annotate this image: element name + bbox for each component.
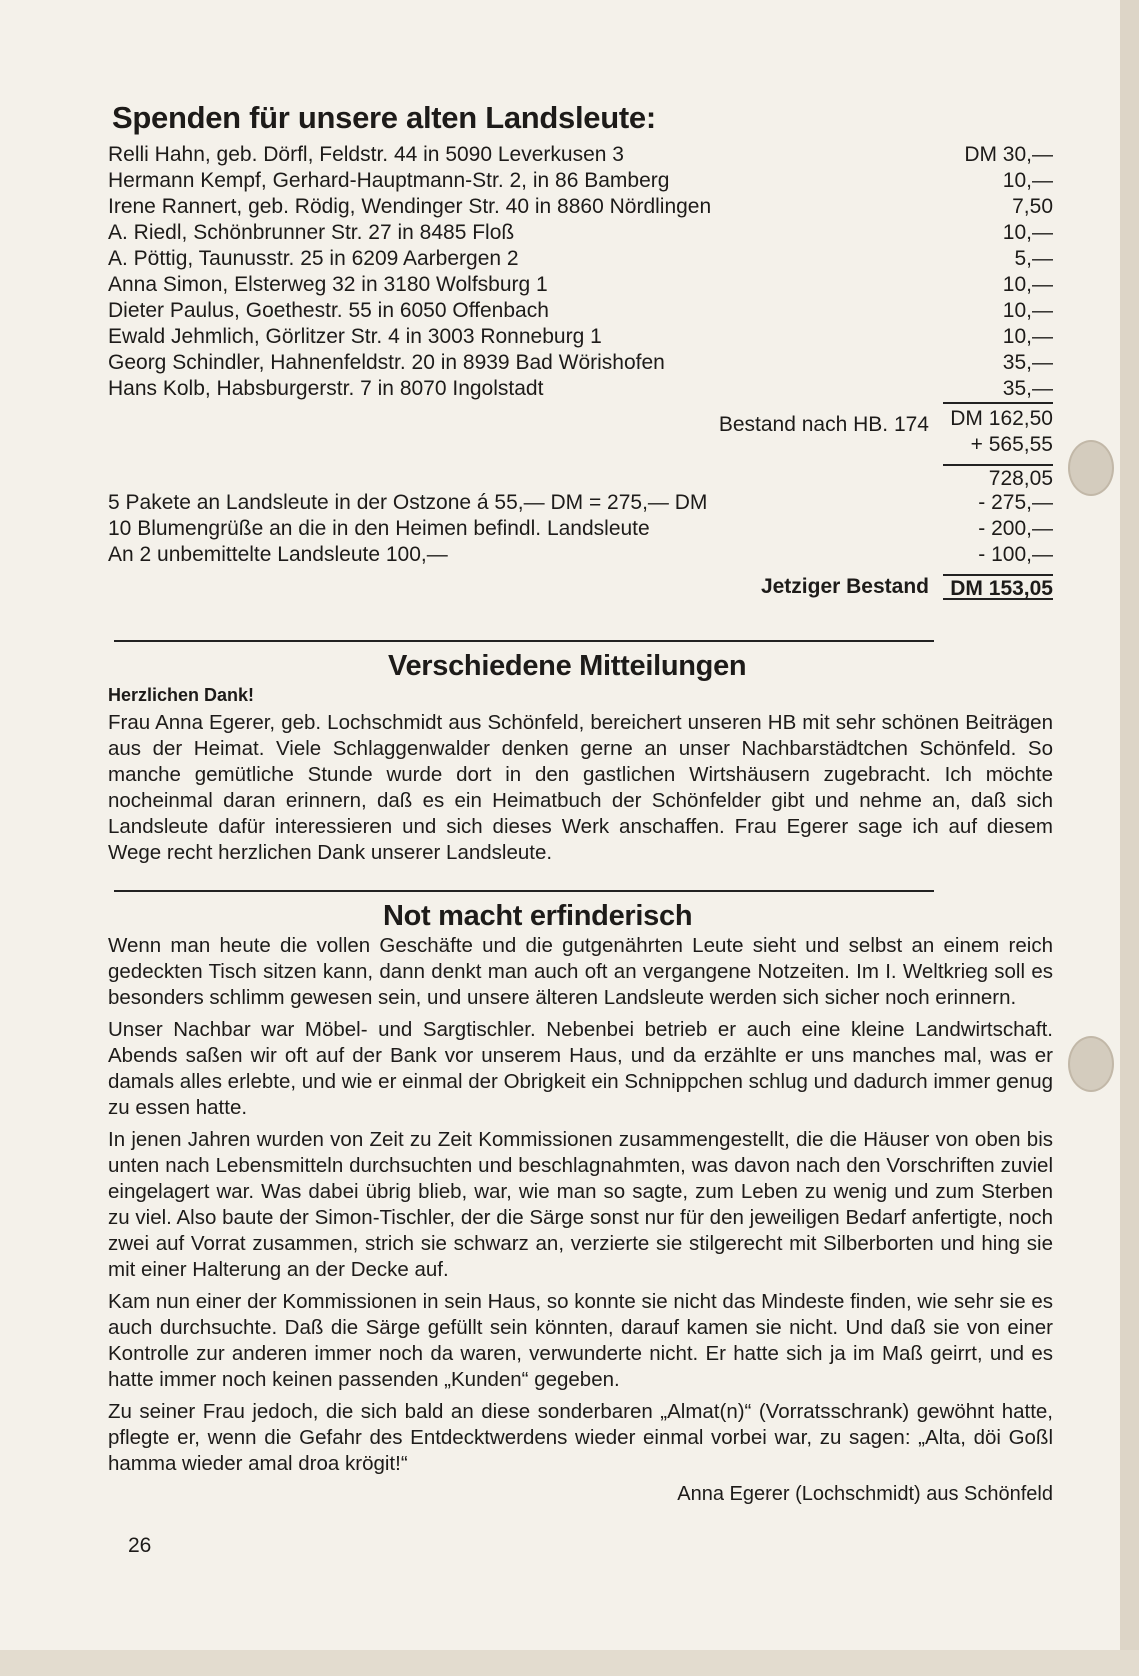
donation-row [108, 142, 1053, 168]
story-paragraph: In jenen Jahren wurden von Zeit zu Zeit Kommissionen zusammengestellt, die die Häuser von oben bis unten nach Lebensmitteln durchsuchten und beschlagnahmten, was davon nach den Vorschriften zuviel eingelagert war. Was dabei übrig blieb, war, wie man so sagte, zum Leben zu wenig und zum Sterben zu viel. Also baute der Simon-Tischler, der die Särge sonst nur für den jeweiligen Bedarf anfertigte, noch zwei auf Vorrat zusammen, strich sie schwarz an, verzierte sie stilgerecht mit Silberborten und hing sie mit einer Halterung an der Decke auf. [108, 1128, 1053, 1281]
donor-text: Ewald Jehmlich, Görlitzer Str. 4 in 3003 Ronneburg 1 [108, 325, 602, 348]
donation-amount: 10,— [1002, 299, 1053, 322]
binding-edge [1120, 0, 1139, 1676]
thanks-subheading: Herzlichen Dank! [108, 685, 255, 705]
story-paragraph: Unser Nachbar war Möbel- und Sargtischler. Nebenbei betrieb er auch eine kleine Landwirtschaft. Abends saßen wir oft auf der Bank vor unserem Haus, und da erzählte er uns manches mal, was er damals alles erlebte, und wie er einmal der Obrigkeit ein Schnippchen schlug und dadurch immer genug zu essen hatte. [108, 1018, 1053, 1119]
donation-amount: 10,— [1002, 273, 1053, 296]
story-paragraph: Wenn man heute die vollen Geschäfte und die gutgenährten Leute sieht und selbst an einem reich gedeckten Tisch sitzen kann, dann denkt man auch oft an vergangene Notzeiten. Im I. Weltkrieg soll es besonders schlimm gewesen sein, und unsere älteren Landsleute werden sich sicher noch erinnern. [108, 934, 1053, 1009]
donation-row [108, 220, 1053, 246]
donation-amount: 35,— [1002, 377, 1053, 400]
story-paragraph: Zu seiner Frau jedoch, die sich bald an diese sonderbaren „Almat(n)“ (Vorratsschrank) gewöhnt hatte, pflegte er, wenn die Gefahr des Entdecktwerdens wieder einmal vorbei war, zu sagen: „Alta, döi Goßl hamma wieder amal droa krögit!“ [108, 1400, 1053, 1475]
donor-text: A. Pöttig, Taunusstr. 25 in 6209 Aarbergen 2 [108, 247, 519, 270]
expense-row [108, 490, 1053, 516]
punch-hole-upper [1068, 440, 1114, 496]
donation-amount: 10,— [1002, 221, 1053, 244]
donation-amount: 7,50 [1012, 195, 1053, 218]
donor-text: Relli Hahn, geb. Dörfl, Feldstr. 44 in 5090 Leverkusen 3 [108, 143, 624, 166]
subtotal-row [108, 402, 1053, 436]
sum-amount: 728,05 [943, 464, 1053, 490]
subtotal-amount: DM 162,50 [943, 402, 1053, 432]
author-signature: Anna Egerer (Lochschmidt) aus Schönfeld [677, 1483, 1053, 1505]
donor-text: Irene Rannert, geb. Rödig, Wendinger Str. 40 in 8860 Nördlingen [108, 195, 712, 218]
page-content [108, 100, 1053, 1506]
donor-text: Hermann Kempf, Gerhard-Hauptmann-Str. 2, in 86 Bamberg [108, 169, 670, 192]
donation-row [108, 272, 1053, 298]
donation-row [108, 298, 1053, 324]
donation-amount: 10,— [1002, 169, 1053, 192]
donor-text: Anna Simon, Elsterweg 32 in 3180 Wolfsburg 1 [108, 273, 548, 296]
donor-text: Dieter Paulus, Goethestr. 55 in 6050 Offenbach [108, 299, 549, 322]
page-number: 26 [128, 1534, 152, 1557]
final-balance-label: Jetziger Bestand [760, 575, 929, 598]
donation-row [108, 168, 1053, 194]
section-divider [114, 640, 934, 642]
donor-text: A. Riedl, Schönbrunner Str. 27 in 8485 Floß [108, 221, 515, 244]
story-heading: Not macht erfinderisch [383, 900, 693, 932]
final-balance-amount: DM 153,05 [943, 574, 1053, 600]
expense-row [108, 516, 1053, 542]
donation-amount: 5,— [1014, 247, 1053, 270]
donation-row [108, 324, 1053, 350]
expense-list [108, 490, 1053, 568]
bestand-label: Bestand nach HB. 174 [718, 413, 929, 436]
section-divider [114, 890, 934, 892]
previous-balance-amount: + 565,55 [970, 433, 1053, 456]
donor-text: Hans Kolb, Habsburgerstr. 7 in 8070 Ingolstadt [108, 377, 544, 400]
sum-row [108, 464, 1053, 490]
donations-heading: Spenden für unsere alten Landsleute: [112, 100, 656, 135]
thanks-paragraph: Frau Anna Egerer, geb. Lochschmidt aus Schönfeld, bereichert unseren HB mit sehr schönen Beiträgen aus der Heimat. Viele Schlaggenwalder denken gerne an unser Nachbarstädtchen Schönfeld. So manche gemütliche Stunde wurde dort in den gastlichen Wirtshäusern zugebracht. Ich möchte nocheinmal daran erinnern, daß es ein Heimatbuch der Schönfelder gibt und nehme an, daß sich Landsleute dafür interessieren und sich dieses Werk anschaffen. Frau Egerer sage ich auf diesem Wege recht herzlichen Dank unserer Landsleute. [108, 711, 1053, 864]
expense-amount: - 100,— [978, 543, 1053, 566]
story-paragraph: Kam nun einer der Kommissionen in sein Haus, so konnte sie nicht das Mindeste finden, wie sehr sie es auch durchsuchte. Daß die Särge gefüllt sein könnten, darauf kamen sie nicht. Und daß sie von einer Kontrolle zur anderen immer noch da waren, verwunderte nicht. Er hatte sich ja im Maß geirrt, und es hatte immer noch keinen passenden „Kunden“ gegeben. [108, 1290, 1053, 1391]
expense-row [108, 542, 1053, 568]
final-balance-row [108, 574, 1053, 600]
page-bottom-edge [0, 1650, 1139, 1676]
announcements-heading: Verschiedene Mitteilungen [388, 650, 747, 682]
donation-amount: DM 30,— [964, 143, 1053, 166]
donation-amount: 35,— [1002, 351, 1053, 374]
donation-list [108, 142, 1053, 402]
donation-row [108, 246, 1053, 272]
expense-text: An 2 unbemittelte Landsleute 100,— [108, 543, 448, 566]
expense-amount: - 275,— [978, 491, 1053, 514]
expense-amount: - 200,— [978, 517, 1053, 540]
donation-amount: 10,— [1002, 325, 1053, 348]
donation-row [108, 194, 1053, 220]
donation-row [108, 350, 1053, 376]
donor-text: Georg Schindler, Hahnenfeldstr. 20 in 8939 Bad Wörishofen [108, 351, 665, 374]
punch-hole-lower [1068, 1036, 1114, 1092]
expense-text: 5 Pakete an Landsleute in der Ostzone á 55,— DM = 275,— DM [108, 491, 708, 514]
donation-row [108, 376, 1053, 402]
expense-text: 10 Blumengrüße an die in den Heimen befindl. Landsleute [108, 517, 650, 540]
